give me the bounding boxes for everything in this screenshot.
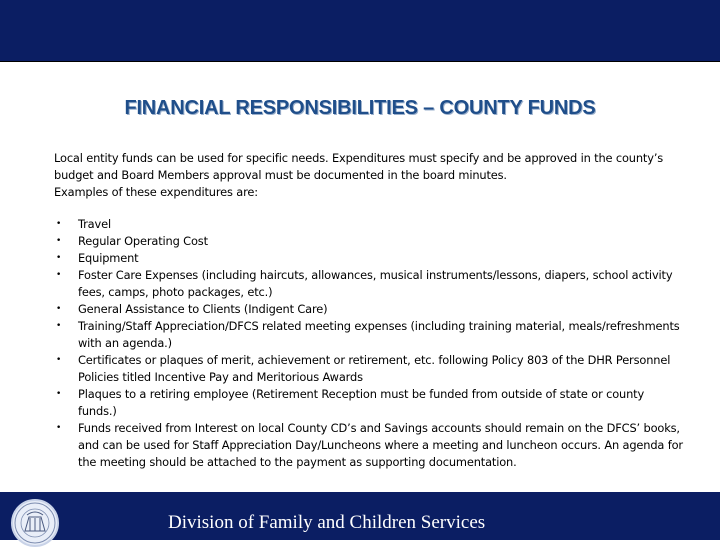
list-item-text: Funds received from Interest on local County CD’s and Savings accounts should remain on the DFCS’ books, and can be used for Staff Appreciation Day/Luncheons where a meeting and luncheon occurs. An agenda for the meeting should be attached to the payment as supporting documentation.	[78, 421, 683, 469]
bullet-icon: •	[56, 253, 62, 263]
list-item-text: Certificates or plaques of merit, achievement or retirement, etc. following Policy 803 of the DHR Personnel Policies titled Incentive Pay and Meritorious Awards	[78, 353, 671, 384]
list-item	[54, 301, 684, 318]
list-item	[54, 216, 684, 233]
list-item-text: Equipment	[78, 251, 139, 265]
list-item	[54, 420, 684, 471]
intro-line-1: Local entity funds can be used for specific needs. Expenditures must specify and be approved in the county’s	[54, 151, 664, 165]
list-item	[54, 267, 684, 301]
list-item	[54, 318, 684, 352]
bullet-icon: •	[56, 389, 62, 399]
intro-paragraph	[54, 150, 684, 201]
list-item-text: Training/Staff Appreciation/DFCS related meeting expenses (including training material, meals/refreshments with an agenda.)	[78, 319, 680, 350]
bullet-icon: •	[56, 304, 62, 314]
list-item	[54, 386, 684, 420]
list-item-text: Plaques to a retiring employee (Retirement Reception must be funded from outside of state or county funds.)	[78, 387, 645, 418]
list-item-text: General Assistance to Clients (Indigent Care)	[78, 302, 328, 316]
expenditure-list	[54, 216, 684, 471]
footer-title: Division of Family and Children Services	[168, 512, 486, 533]
list-item	[54, 233, 684, 250]
bullet-icon: •	[56, 236, 62, 246]
bullet-icon: •	[56, 219, 62, 229]
list-item	[54, 352, 684, 386]
list-item-text: Regular Operating Cost	[78, 234, 208, 248]
page-title: FINANCIAL RESPONSIBILITIES – COUNTY FUNDS	[124, 97, 596, 119]
list-item-text: Foster Care Expenses (including haircuts, allowances, musical instruments/lessons, diapers, school activity fees, camps, photo packages, etc.)	[78, 268, 673, 299]
bullet-icon: •	[56, 321, 62, 331]
intro-line-3: Examples of these expenditures are:	[54, 185, 258, 199]
top-banner	[0, 0, 720, 62]
list-item	[54, 250, 684, 267]
list-item-text: Travel	[78, 217, 111, 231]
bullet-icon: •	[56, 270, 62, 280]
bullet-icon: •	[56, 423, 62, 433]
bullet-icon: •	[56, 355, 62, 365]
intro-line-2: budget and Board Members approval must be documented in the board minutes.	[54, 168, 507, 182]
